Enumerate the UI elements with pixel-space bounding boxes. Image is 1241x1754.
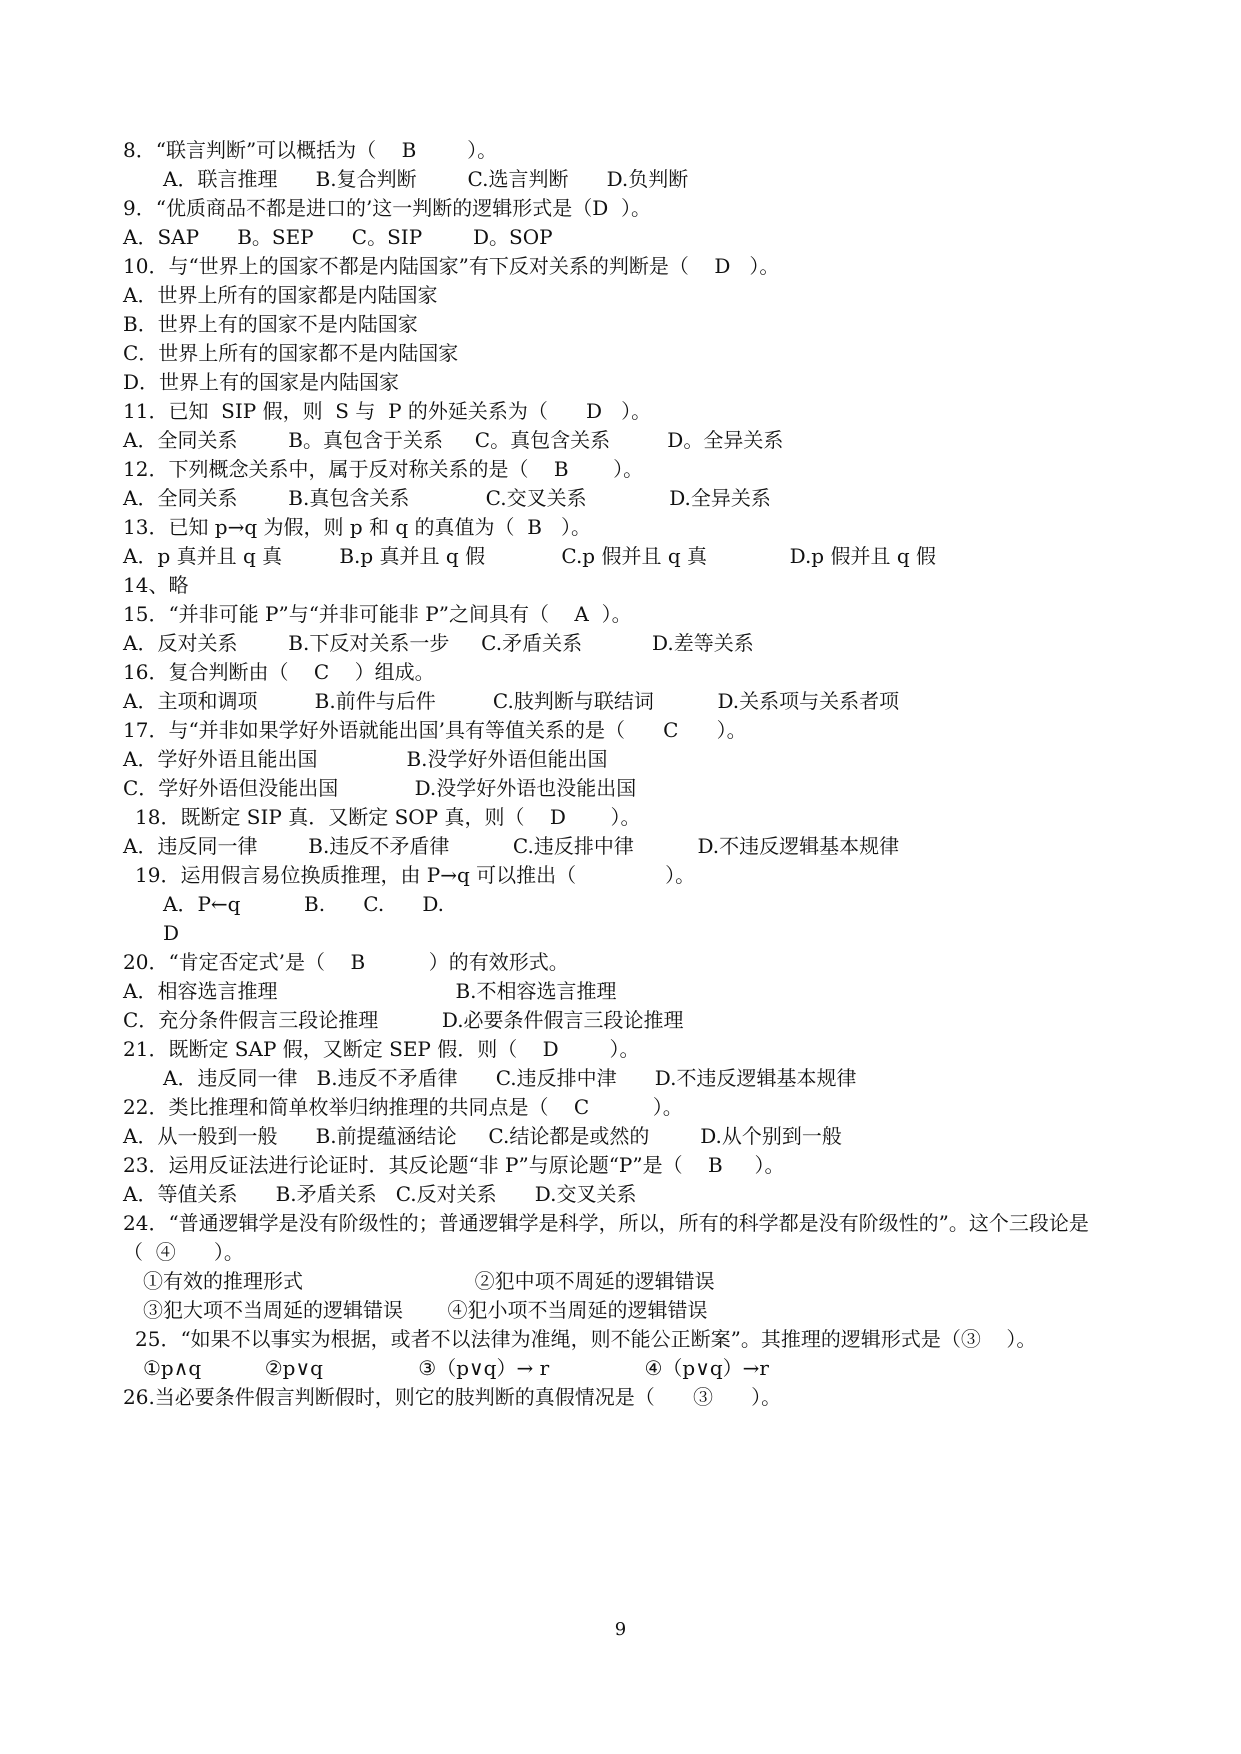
q19-options: A．P←q B. C. D. — [163, 892, 445, 916]
q18-stem: 18．既断定 SIP 真．又断定 SOP 真，则（ D ）。 — [135, 805, 641, 829]
q20-options-ab: A．相容选言推理 B.不相容选言推理 — [123, 979, 617, 1003]
q8-options: A．联言推理 B.复合判断 C.选言判断 D.负判断 — [163, 167, 689, 191]
q14-stem: 14、略 — [123, 573, 189, 597]
q20-options-cd: C．充分条件假言三段论推理 D.必要条件假言三段论推理 — [123, 1008, 684, 1032]
q24-options-12: ①有效的推理形式 ②犯中项不周延的逻辑错误 — [143, 1269, 715, 1293]
q23-stem: 23．运用反证法进行论证时．其反论题“非 P”与原论题“P”是（ B ）。 — [123, 1153, 785, 1177]
q15-stem: 15．“并非可能 P”与“并非可能非 P”之间具有（ A ）。 — [123, 602, 632, 626]
page-number: 9 — [614, 1619, 627, 1640]
q8-stem: 8．“联言判断”可以概括为（ B ）。 — [123, 138, 498, 162]
q12-options: A．全同关系 B.真包含关系 C.交叉关系 D.全异关系 — [123, 486, 771, 510]
q25-stem: 25．“如果不以事实为根据，或者不以法律为准绳，则不能公正断案”。其推理的逻辑形式是（③ ）。 — [135, 1327, 1037, 1351]
q22-stem: 22．类比推理和简单枚举归纳推理的共同点是（ C ）。 — [123, 1095, 683, 1119]
q16-options: A．主项和调项 B.前件与后件 C.肢判断与联结词 D.关系项与关系者项 — [123, 689, 900, 713]
q13-stem: 13．已知 p→q 为假，则 p 和 q 的真值为（ B ）。 — [123, 515, 592, 539]
q19-stem: 19．运用假言易位换质推理，由 P→q 可以推出（ ）。 — [135, 863, 696, 887]
q17-options-ab: A．学好外语且能出国 B.没学好外语但能出国 — [123, 747, 608, 771]
q11-stem: 11．已知 SIP 假，则 S 与 P 的外延关系为（ D ）。 — [123, 399, 652, 423]
q9-stem: 9．“优质商品不都是进口的’这一判断的逻辑形式是（D ）。 — [123, 196, 652, 220]
q18-options: A．违反同一律 B.违反不矛盾律 C.违反排中律 D.不违反逻辑基本规律 — [123, 834, 900, 858]
q10-option-a: A．世界上所有的国家都是内陆国家 — [123, 283, 438, 307]
q24-stem: 24．“普通逻辑学是没有阶级性的；普通逻辑学是科学，所以，所有的科学都是没有阶级性的”。这个三段论是 — [123, 1211, 1089, 1235]
q22-options: A．从一般到一般 B.前提蕴涵结论 C.结论都是或然的 D.从个别到一般 — [123, 1124, 842, 1148]
q19-option-d: D — [163, 921, 180, 945]
q23-options: A．等值关系 B.矛盾关系 C.反对关系 D.交叉关系 — [123, 1182, 637, 1206]
q20-stem: 20．“肯定否定式’是（ B ）的有效形式。 — [123, 950, 569, 974]
q26-stem: 26.当必要条件假言判断假时，则它的肢判断的真假情况是（ ③ ）。 — [123, 1385, 782, 1409]
q24-answer: （ ④ ）。 — [123, 1240, 244, 1264]
q15-options: A．反对关系 B.下反对关系一步 C.矛盾关系 D.差等关系 — [123, 631, 754, 655]
q17-stem: 17．与“并非如果学好外语就能出国’具有等值关系的是（ C ）。 — [123, 718, 747, 742]
q16-stem: 16．复合判断由（ C ）组成。 — [123, 660, 435, 684]
q10-option-b: B．世界上有的国家不是内陆国家 — [123, 312, 418, 336]
q25-options: ①p∧q ②p∨q ③（p∨q）→ r ④（p∨q）→r — [143, 1356, 769, 1380]
q11-options: A．全同关系 B。真包含于关系 C。真包含关系 D。全异关系 — [123, 428, 784, 452]
q10-option-d: D．世界上有的国家是内陆国家 — [123, 370, 400, 394]
q9-options: A．SAP B。SEP C。SIP D。SOP — [123, 225, 553, 249]
q10-stem: 10．与“世界上的国家不都是内陆国家”有下反对关系的判断是（ D ）。 — [123, 254, 780, 278]
q21-options: A．违反同一律 B.违反不矛盾律 C.违反排中津 D.不违反逻辑基本规律 — [163, 1066, 857, 1090]
q10-option-c: C．世界上所有的国家都不是内陆国家 — [123, 341, 459, 365]
q24-options-34: ③犯大项不当周延的逻辑错误 ④犯小项不当周延的逻辑错误 — [143, 1298, 708, 1322]
q17-options-cd: C．学好外语但没能出国 D.没学好外语也没能出国 — [123, 776, 637, 800]
q13-options: A．p 真并且 q 真 B.p 真并且 q 假 C.p 假并且 q 真 D.p 假并且 q 假 — [123, 544, 936, 568]
q21-stem: 21．既断定 SAP 假，又断定 SEP 假．则（ D ）。 — [123, 1037, 640, 1061]
q12-stem: 12．下列概念关系中，属于反对称关系的是（ B ）。 — [123, 457, 644, 481]
